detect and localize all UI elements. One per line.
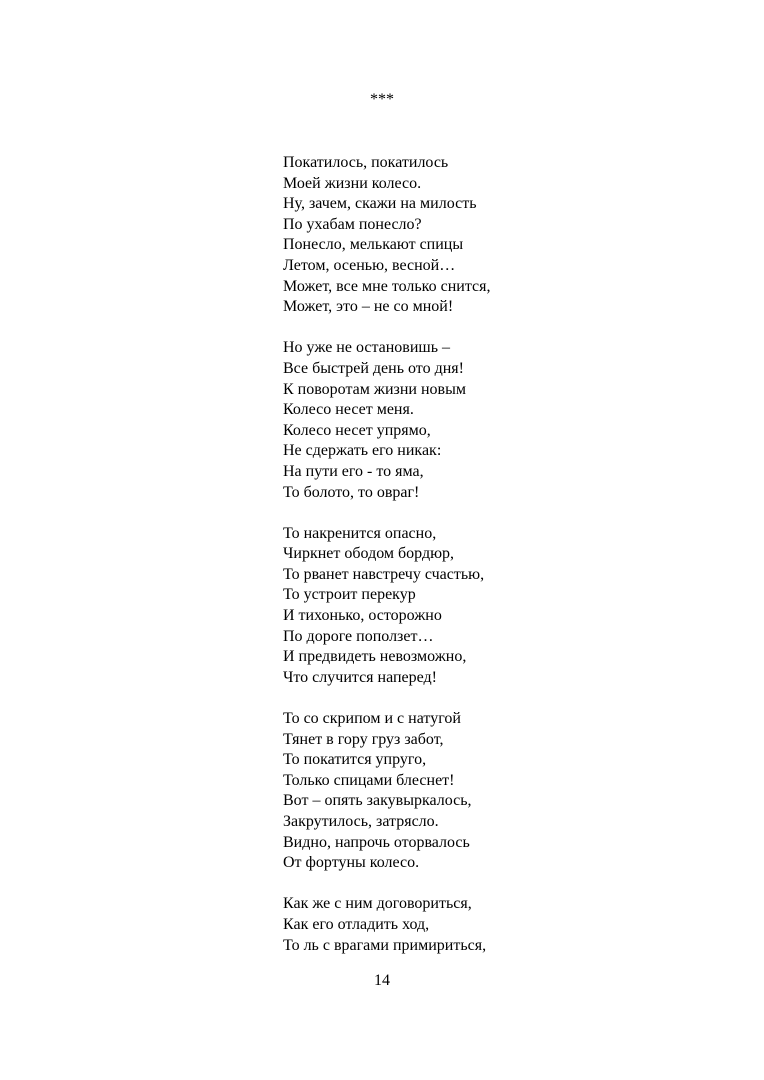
poem-line: Все быстрей день ото дня! [283,359,464,377]
poem-line: То рванет навстречу счастью, [283,565,485,583]
stanza [283,153,723,318]
poem-line: То со скрипом и с натугой [283,710,461,728]
poem-line: Моей жизни колесо. [283,174,422,192]
poem-line: Ну, зачем, скажи на милость [283,195,477,213]
poem-line: По ухабам понесло? [283,215,422,233]
poem-line: Не сдержать его никак: [283,442,442,460]
page-number: 14 [374,972,390,989]
poem-line: То ль с врагами примириться, [283,936,487,954]
poem-line: Летом, осенью, весной… [283,256,456,274]
section-separator: *** [370,91,394,108]
stanza [283,338,723,503]
stanza [283,709,723,874]
poem-line: От фортуны колесо. [283,854,420,872]
poem-line: То накренится опасно, [283,524,437,542]
poem-line: Тянет в гору груз забот, [283,730,444,748]
stanza [283,894,723,956]
stanza [283,524,723,689]
poem-line: Закрутилось, затрясло. [283,813,439,830]
poem-line: Как его отладить ход, [283,915,430,933]
poem-line: Видно, напрочь оторвалось [283,833,470,851]
poem-line: Понесло, мелькают спицы [283,236,464,254]
poem-line: То устроит перекур [283,586,416,604]
poem-line: Но уже не остановишь – [283,339,451,357]
poem-line: Колесо несет упрямо, [283,421,431,439]
poem-line: Вот – опять закувыркалось, [283,792,472,810]
poem-line: Может, это – не со мной! [283,298,454,316]
poem-line: И предвидеть невозможно, [283,648,467,666]
poem-line: Колесо несет меня. [283,401,414,419]
poem-line: Чиркнет ободом бордюр, [283,545,455,563]
poem-line: Покатилось, покатилось [283,154,449,171]
poem-line: По дороге поползет… [283,627,434,645]
poem-line: То покатится упруго, [283,751,427,769]
poem-line: Может, все мне только снится, [283,277,491,295]
poem-line: Как же с ним договориться, [283,895,472,913]
poem-line: И тихонько, осторожно [283,607,442,625]
poem-line: Только спицами блеснет! [283,771,455,789]
poem-line: К поворотам жизни новым [283,380,466,398]
poem-line: То болото, то овраг! [283,483,420,501]
poem [283,153,723,977]
poem-line: Что случится наперед! [283,668,437,686]
poem-line: На пути его - то яма, [283,462,424,480]
